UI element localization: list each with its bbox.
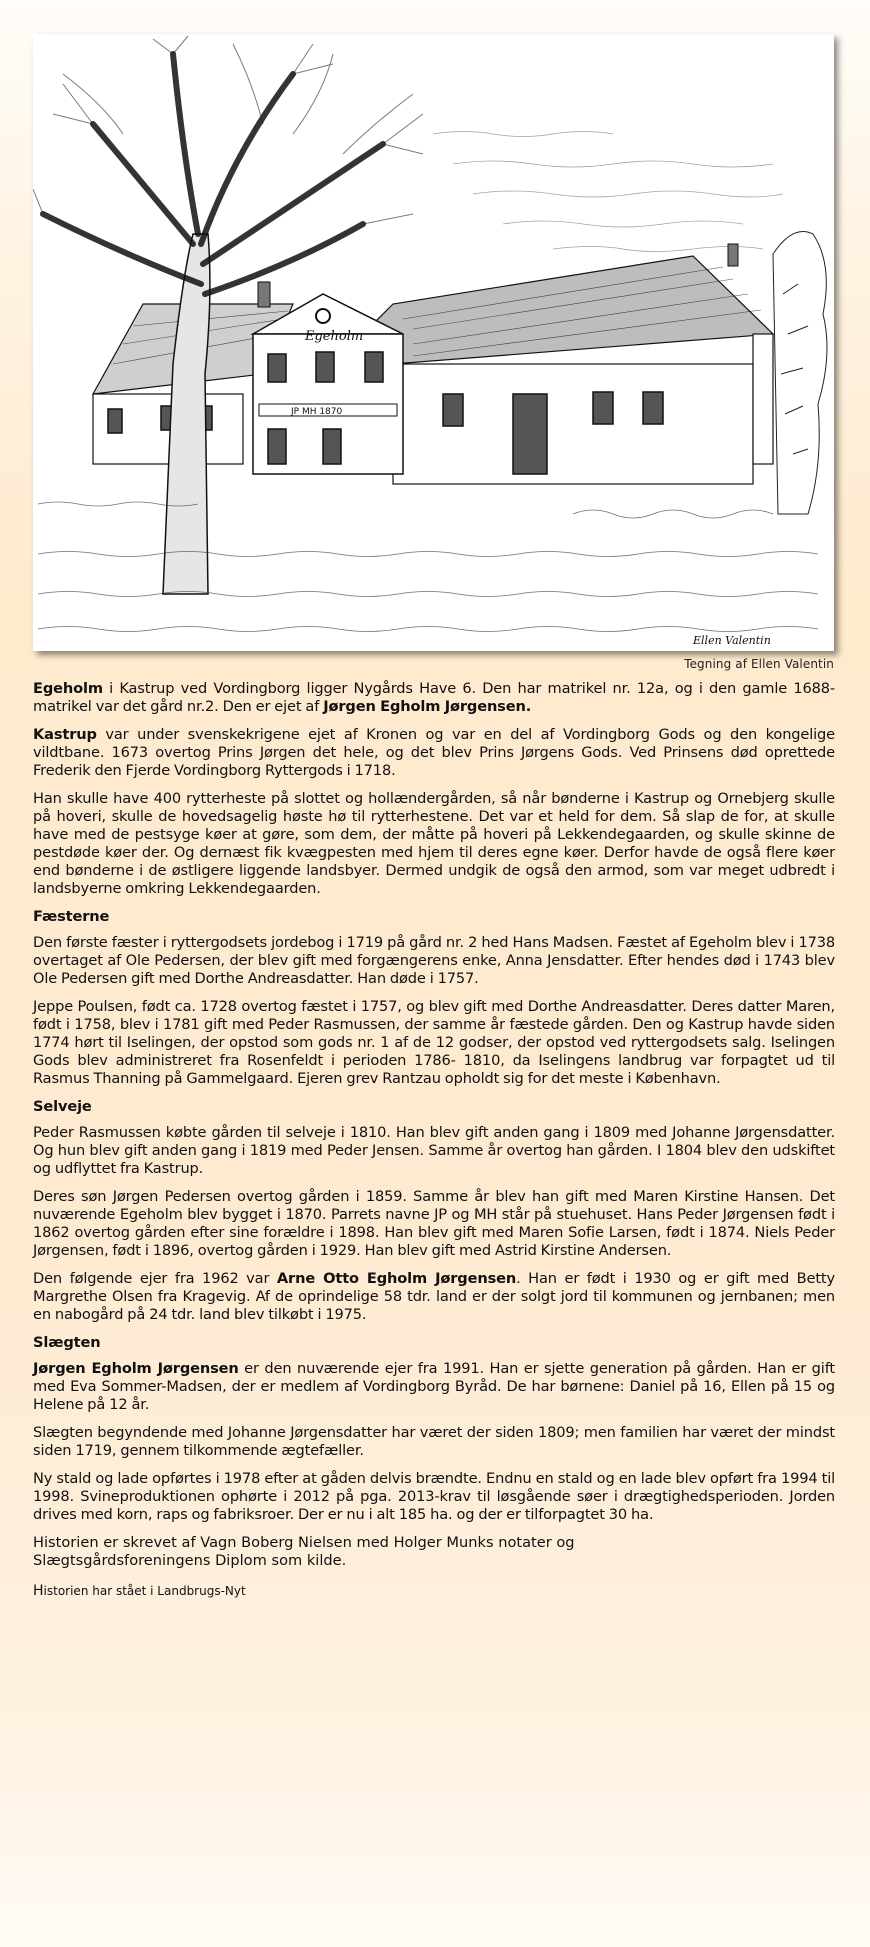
paragraph-text: er den nuværende ejer fra 1991. Han er sjette generation på gården. Han er gift med Eva Sommer-Madsen, der er medlem af Vordingborg Byråd. De har børnene: Daniel på 16, Ellen på 15 og Helene på 12 år. <box>33 1360 835 1413</box>
credits-line-2: Slægtsgårdsforeningens Diplom som kilde. <box>33 1552 347 1569</box>
slaegten-paragraph-1 <box>33 1360 835 1414</box>
credits-paragraph <box>33 1534 835 1570</box>
intro-paragraph-1 <box>33 680 835 716</box>
farm-name: Egeholm <box>33 680 103 697</box>
selveje-paragraph-1: Peder Rasmussen købte gården til selveje i 1810. Han blev gift anden gang i 1809 med Johanne Jørgensdatter. Og hun blev gift anden gang i 1819 med Peder Jensen. Samme år overtog han gården. I 1804 blev den udskiftet og udflyttet fra Kastrup. <box>33 1124 835 1177</box>
farm-drawing-image <box>33 34 834 651</box>
faesterne-paragraph-1: Den første fæster i ryttergodsets jordebog i 1719 på gård nr. 2 hed Hans Madsen. Fæstet af Egeholm blev i 1738 overtaget af Ole Pedersen, der blev gift med forgængerens enke, Anna Jensdatter. Efter hendes død i 1743 blev Ole Pedersen gift med Dorthe Andreasdatter. Han døde i 1757. <box>33 934 835 987</box>
credits-line-1: Historien er skrevet af Vagn Boberg Nielsen med Holger Munks notater og <box>33 1534 575 1551</box>
slaegten-paragraph-3: Ny stald og lade opførtes i 1978 efter at gåden delvis brændte. Endnu en stald og en lade blev opført fra 1994 til 1998. Svineproduktionen ophørte i 2012 på pga. 2013-krav til løsgående søer i drægtighedsperioden. Jorden drives med korn, raps og fabriksroer. Der er nu i alt 185 ha. og der er tilforpagtet 30 ha. <box>33 1470 835 1523</box>
section-heading-slaegten: Slægten <box>33 1334 101 1351</box>
artist-signature: Ellen Valentin <box>693 634 771 647</box>
inscription-text: JP MH 1870 <box>291 407 343 417</box>
source-note-text: istorien har stået i Landbrugs-Nyt <box>43 1584 246 1598</box>
faesterne-paragraph-2: Jeppe Poulsen, født ca. 1728 overtog fæstet i 1757, og blev gift med Dorthe Andreasdatter. Deres datter Maren, født i 1758, blev i 1781 gift med Peder Rasmussen, der samme år fæstede gården. Den og Kastrup havde siden 1774 hørt til Iselingen, der opstod som gods nr. 1 af de 12 godser, der opstod ved ryttergodsets salg. Iselingen Gods blev administreret fra Rosenfeldt i perioden 1786- 1810, da Iselingens landbrug var forpagtet ud til Rasmus Thanning på Gammelgaard. Ejeren grev Rantzau opholdt sig for det meste i København. <box>33 998 835 1087</box>
intro-text: var under svenskekrigene ejet af Kronen og var en del af Vordingborg Gods og den kongelige vildtbane. 1673 overtog Prins Jørgen det hele, og det blev Prins Jørgens Gods. Ved Prinsens død oprettede Frederik den Fjerde Vordingborg Ryttergods i 1718. <box>33 726 835 779</box>
source-note-initial: H <box>33 1583 44 1599</box>
article-body <box>33 680 835 1598</box>
selveje-paragraph-3 <box>33 1270 835 1324</box>
owner-name: Jørgen Egholm Jørgensen. <box>323 698 532 715</box>
owner-name: Arne Otto Egholm Jørgensen <box>276 1270 517 1287</box>
paragraph-text: . Han er født i 1930 og er gift med Betty Margrethe Olsen fra Kragevig. Af de oprindelige 58 tdr. land er der solgt jord til kommunen og jernbanen; men en nabogård på 24 tdr. land blev tilkøbt i 1975. <box>33 1270 835 1323</box>
selveje-paragraph-2: Deres søn Jørgen Pedersen overtog gården i 1859. Samme år blev han gift med Maren Kirstine Hansen. Det nuværende Egeholm blev bygget i 1870. Parrets navne JP og MH står på stuehuset. Hans Peder Jørgensen født i 1862 overtog gården efter sine forældre i 1898. Han blev gift med Maren Sofie Larsen, født i 1874. Niels Peder Jørgensen, født i 1896, overtog gården i 1929. Han blev gift med Astrid Kirstine Andersen. <box>33 1188 835 1259</box>
section-heading-faesterne: Fæsterne <box>33 908 110 925</box>
source-note <box>33 1584 835 1598</box>
slaegten-paragraph-2: Slægten begyndende med Johanne Jørgensdatter har været der siden 1809; men familien har været der mindst siden 1719, gennem tilkommende ægtefæller. <box>33 1424 835 1459</box>
house-sign-text: Egeholm <box>305 329 364 344</box>
intro-text: i Kastrup ved Vordingborg ligger Nygårds Have 6. Den har matrikel nr. 12a, og i den gamle 1688-matrikel var det gård nr.2. Den er ejet af <box>33 680 835 715</box>
drawing-illustration <box>33 34 834 651</box>
image-caption: Tegning af Ellen Valentin <box>684 657 834 671</box>
intro-paragraph-2 <box>33 726 835 780</box>
section-heading-selveje: Selveje <box>33 1098 92 1115</box>
paragraph-text: Den følgende ejer fra 1962 var <box>33 1270 277 1287</box>
owner-name: Jørgen Egholm Jørgensen <box>33 1360 239 1377</box>
village-name: Kastrup <box>33 726 97 743</box>
intro-paragraph-3: Han skulle have 400 rytterheste på slottet og hollændergården, så når bønderne i Kastrup og Ornebjerg skulle på hoveri, skulle de hovedsagelig høste hø til rytterhestene. Det var et held for dem. Så slap de for, at skulle have med de pestsyge køer at gøre, som dem, der måtte på hoveri på Lekkendegaarden, og skulle skinne de pestdøde køer der. Og dernæst fik kvægpesten med hjem til deres egne køer. Derfor havde de også flere køer end bønderne i de østligere liggende landsbyer. Dermed undgik de også den armod, som var meget udbredt i landsbyerne omkring Lekkendegaarden. <box>33 790 835 897</box>
